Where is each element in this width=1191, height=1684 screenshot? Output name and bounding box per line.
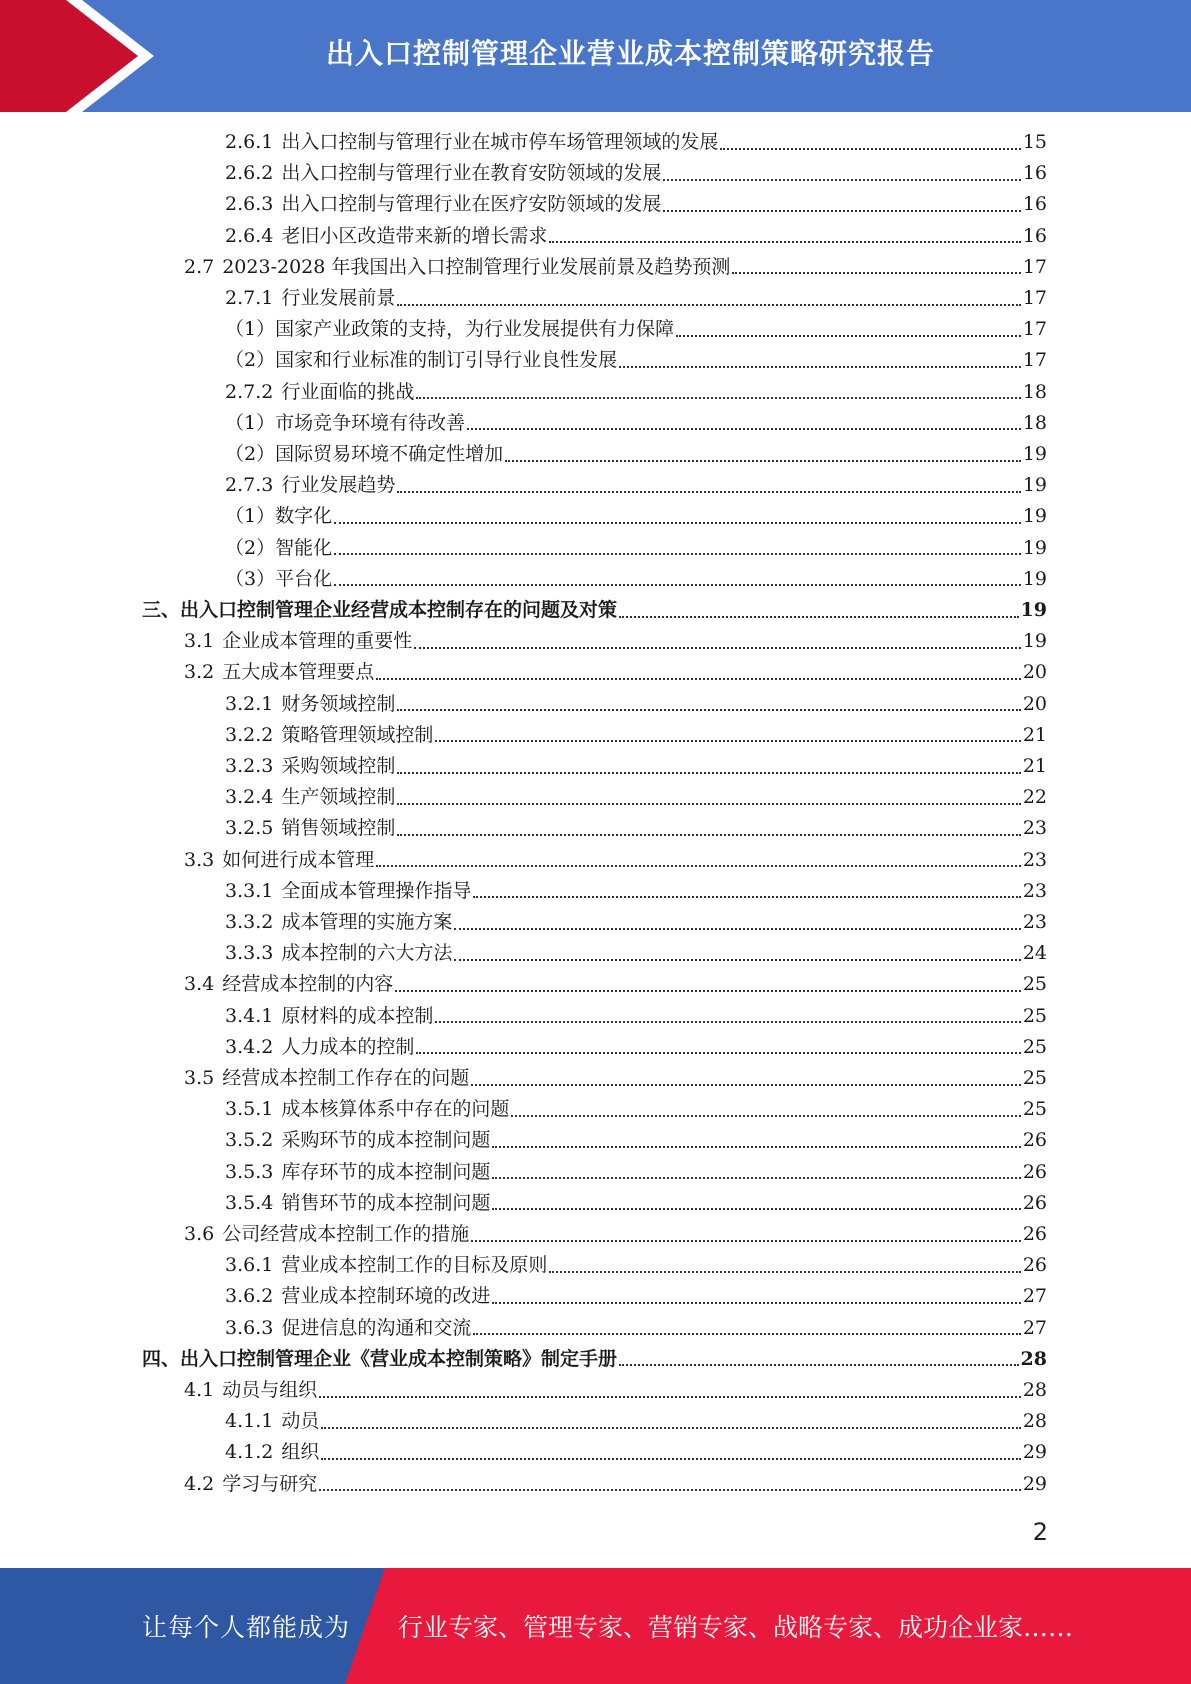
toc-dot-leader (492, 1302, 1020, 1304)
toc-entry[interactable] (225, 907, 1047, 938)
toc-entry-number: 3.3 (184, 848, 215, 871)
toc-dot-leader (454, 959, 1020, 961)
toc-entry-page: 25 (1022, 973, 1047, 996)
toc-entry[interactable] (225, 1250, 1047, 1281)
toc-entry[interactable] (184, 969, 1047, 1000)
toc-entry-number: 2.7.2 (225, 380, 274, 403)
toc-entry-page: 28 (1022, 1410, 1047, 1433)
toc-entry-page: 25 (1022, 1067, 1047, 1089)
toc-entry-title: 行业发展前景 (281, 287, 396, 309)
toc-entry[interactable] (184, 252, 1047, 283)
toc-entry-number: 3.2.5 (225, 817, 274, 840)
toc-entry-title: 原材料的成本控制 (281, 1004, 434, 1027)
toc-entry-page: 15 (1022, 131, 1047, 153)
toc-dot-leader (334, 584, 1021, 586)
toc-entry-number: 4.1 (184, 1379, 215, 1401)
toc-entry-page: 19 (1022, 567, 1047, 590)
toc-dot-leader (321, 1427, 1020, 1429)
toc-dot-leader (676, 335, 1021, 337)
toc-entry-page: 17 (1022, 349, 1047, 372)
toc-entry-number: （2） (225, 536, 276, 559)
toc-entry-number: 3.5.1 (225, 1098, 274, 1121)
toc-entry-page: 28 (1020, 1347, 1047, 1370)
toc-entry-title: 人力成本的控制 (281, 1035, 415, 1058)
toc-entry-page: 24 (1022, 942, 1047, 965)
toc-dot-leader (467, 428, 1021, 430)
toc-entry-number: 3.2.1 (225, 692, 274, 715)
toc-entry-title: 采购环节的成本控制问题 (281, 1129, 491, 1152)
toc-entry-number: 3.4.2 (225, 1035, 274, 1058)
toc-dot-leader (416, 397, 1020, 399)
page-header (0, 0, 1191, 112)
page-number: 2 (1032, 1518, 1048, 1546)
toc-dot-leader (376, 678, 1021, 680)
toc-entry-title: 国际贸易环境不确定性增加 (275, 443, 504, 465)
toc-entry-number: 3.6.1 (225, 1254, 274, 1277)
toc-entry[interactable] (225, 439, 1047, 470)
toc-dot-leader (549, 241, 1020, 243)
toc-entry-title: 全面成本管理操作指导 (281, 879, 472, 902)
toc-entry-number: （2） (225, 349, 276, 372)
toc-dot-leader (397, 803, 1020, 805)
toc-entry-number: 4.1.1 (225, 1410, 274, 1433)
toc-dot-leader (319, 1489, 1021, 1491)
toc-entry-page: 23 (1022, 848, 1047, 871)
toc-entry[interactable] (225, 1281, 1047, 1312)
toc-dot-leader (549, 1271, 1020, 1273)
toc-entry-title: 经营成本控制的内容 (222, 973, 394, 996)
toc-entry-number: 2.6.1 (225, 131, 274, 153)
toc-dot-leader (473, 896, 1020, 898)
toc-entry-title: 出入口控制与管理行业在医疗安防领域的发展 (281, 193, 662, 216)
toc-entry[interactable] (225, 938, 1047, 969)
toc-dot-leader (663, 179, 1020, 181)
toc-dot-leader (397, 491, 1020, 493)
toc-entry[interactable] (225, 1001, 1047, 1032)
toc-dot-leader (397, 834, 1020, 836)
toc-entry-number: 3.2.3 (225, 755, 274, 777)
toc-entry[interactable] (225, 1125, 1047, 1156)
toc-entry[interactable] (184, 1063, 1047, 1094)
toc-entry-number: （1） (225, 505, 276, 528)
toc-entry-number: （1） (225, 318, 276, 341)
toc-dot-leader (435, 740, 1020, 742)
toc-entry-page: 17 (1022, 287, 1047, 309)
toc-entry-page: 29 (1022, 1441, 1047, 1464)
toc-entry-page: 18 (1022, 380, 1047, 403)
toc-entry[interactable] (184, 1469, 1047, 1500)
toc-entry-number: 2.6.4 (225, 224, 274, 247)
toc-entry-page: 18 (1022, 411, 1047, 434)
toc-entry-title: 营业成本控制环境的改进 (281, 1285, 491, 1308)
toc-entry-number: 3.4 (184, 973, 215, 996)
toc-entry-page: 16 (1022, 193, 1047, 216)
toc-entry[interactable] (225, 158, 1047, 189)
toc-dot-leader (454, 928, 1020, 930)
toc-entry[interactable] (142, 595, 1047, 626)
toc-entry-title: 出入口控制与管理行业在城市停车场管理领域的发展 (281, 131, 719, 153)
toc-entry-title: 国家产业政策的支持，为行业发展提供有力保障 (275, 318, 675, 341)
toc-entry[interactable] (225, 377, 1047, 408)
toc-dot-leader (319, 1396, 1021, 1398)
toc-entry-page: 26 (1022, 1160, 1047, 1183)
toc-dot-leader (619, 1364, 1019, 1366)
toc-entry-title: 销售领域控制 (281, 817, 396, 840)
toc-entry-page: 21 (1022, 723, 1047, 746)
toc-entry-number: 3.5.4 (225, 1191, 274, 1214)
toc-entry-page: 25 (1022, 1098, 1047, 1121)
toc-entry-title: 促进信息的沟通和交流 (281, 1316, 472, 1339)
toc-entry-number: 2.6.2 (225, 162, 274, 185)
toc-entry-title: 学习与研究 (222, 1472, 318, 1495)
toc-entry-page: 23 (1022, 911, 1047, 933)
toc-entry[interactable] (225, 813, 1047, 844)
toc-entry[interactable] (225, 1406, 1047, 1437)
toc-dot-leader (619, 366, 1021, 368)
toc-entry[interactable] (225, 1437, 1047, 1468)
toc-entry-title: 财务领域控制 (281, 692, 396, 715)
toc-entry-number: 4.2 (184, 1472, 215, 1495)
toc-entry-title: 行业发展趋势 (281, 474, 396, 497)
toc-entry-number: 3.6.2 (225, 1285, 274, 1308)
toc-entry-title: 出入口控制与管理行业在教育安防领域的发展 (281, 162, 662, 185)
toc-entry[interactable] (225, 283, 1047, 314)
toc-entry-title: 出入口控制管理企业经营成本控制存在的问题及对策 (180, 599, 618, 621)
toc-entry[interactable] (225, 1313, 1047, 1344)
toc-dot-leader (492, 1208, 1020, 1210)
document-title: 出入口控制管理企业营业成本控制策略研究报告 (325, 37, 935, 70)
toc-entry-title: 国家和行业标准的制订引导行业良性发展 (275, 349, 618, 372)
toc-entry-page: 19 (1022, 505, 1047, 528)
toc-entry-title: 成本控制的六大方法 (281, 942, 453, 965)
toc-entry-number: 4.1.2 (225, 1441, 274, 1464)
toc-dot-leader (492, 1177, 1020, 1179)
toc-entry-number: （1） (225, 411, 276, 434)
toc-entry[interactable] (225, 127, 1047, 158)
toc-entry-page: 16 (1022, 224, 1047, 247)
toc-entry-number: 2.7.1 (225, 287, 274, 309)
toc-entry[interactable] (225, 189, 1047, 220)
toc-entry-page: 19 (1022, 474, 1047, 497)
toc-entry-page: 19 (1020, 599, 1047, 621)
toc-entry[interactable] (225, 720, 1047, 751)
toc-dot-leader (416, 1052, 1020, 1054)
footer-slogan-left: 让每个人都能成为 (142, 1613, 351, 1642)
toc-dot-leader (414, 647, 1021, 649)
toc-entry-title: 经营成本控制工作存在的问题 (222, 1067, 470, 1089)
toc-entry-title: 如何进行成本管理 (222, 848, 375, 871)
toc-entry-title: 采购领域控制 (281, 755, 396, 777)
toc-entry-number: 3.1 (184, 630, 215, 653)
toc-dot-leader (321, 1458, 1020, 1460)
toc-entry-number: 3.4.1 (225, 1004, 274, 1027)
toc-entry[interactable] (225, 689, 1047, 720)
toc-entry[interactable] (225, 533, 1047, 564)
toc-entry[interactable] (225, 470, 1047, 501)
toc-entry-title: 动员与组织 (222, 1379, 318, 1401)
toc-entry-number: 3.3.1 (225, 879, 274, 902)
toc-entry-title: 生产领域控制 (281, 786, 396, 809)
toc-entry-page: 21 (1022, 755, 1047, 777)
toc-entry-page: 16 (1022, 162, 1047, 185)
toc-entry-title: 平台化 (275, 567, 333, 590)
toc-entry-number: 3.6.3 (225, 1316, 274, 1339)
toc-entry-number: 3.5 (184, 1067, 215, 1089)
toc-entry[interactable] (225, 1157, 1047, 1188)
toc-dot-leader (471, 1240, 1021, 1242)
toc-entry-title: 库存环节的成本控制问题 (281, 1160, 491, 1183)
toc-entry[interactable] (184, 845, 1047, 876)
toc-entry-page: 27 (1022, 1316, 1047, 1339)
toc-entry-page: 17 (1022, 255, 1047, 278)
toc-dot-leader (334, 553, 1021, 555)
toc-entry-title: 出入口控制管理企业《营业成本控制策略》制定手册 (180, 1347, 618, 1370)
toc-entry[interactable] (184, 1219, 1047, 1250)
toc-entry[interactable] (225, 876, 1047, 907)
toc-entry-number: 2.6.3 (225, 193, 274, 216)
toc-entry-page: 23 (1022, 879, 1047, 902)
toc-entry-page: 26 (1022, 1129, 1047, 1152)
toc-entry[interactable] (225, 564, 1047, 595)
toc-entry-page: 26 (1022, 1254, 1047, 1277)
toc-entry-title: 行业面临的挑战 (281, 380, 415, 403)
toc-entry-number: 四、 (142, 1347, 181, 1370)
toc-entry-page: 19 (1022, 630, 1047, 653)
toc-entry[interactable] (142, 1344, 1047, 1375)
toc-entry[interactable] (225, 221, 1047, 252)
toc-entry-number: 三、 (142, 599, 181, 621)
toc-dot-leader (395, 990, 1021, 992)
toc-dot-leader (397, 772, 1020, 774)
toc-entry-page: 19 (1022, 443, 1047, 465)
toc-entry-title: 智能化 (275, 536, 333, 559)
toc-dot-leader (376, 865, 1021, 867)
toc-dot-leader (732, 272, 1020, 274)
page-footer (0, 1568, 1191, 1684)
toc-entry-page: 20 (1022, 661, 1047, 684)
toc-entry-number: 3.2.2 (225, 723, 274, 746)
toc-entry-page: 27 (1022, 1285, 1047, 1308)
toc-entry[interactable] (225, 1032, 1047, 1063)
toc-entry[interactable] (184, 626, 1047, 657)
toc-entry-title: 策略管理领域控制 (281, 723, 434, 746)
toc-entry-number: 3.2 (184, 661, 215, 684)
toc-entry-page: 22 (1022, 786, 1047, 809)
toc-entry[interactable] (225, 345, 1047, 376)
toc-entry-number: 3.5.2 (225, 1129, 274, 1152)
toc-dot-leader (492, 1146, 1020, 1148)
toc-entry-title: 动员 (281, 1410, 320, 1433)
footer-slogan-right: 行业专家、管理专家、营销专家、战略专家、成功企业家…… (398, 1613, 1074, 1642)
toc-dot-leader (511, 1115, 1020, 1117)
toc-entry-title: 公司经营成本控制工作的措施 (222, 1223, 470, 1245)
toc-dot-leader (471, 1084, 1021, 1086)
toc-dot-leader (663, 210, 1020, 212)
toc-entry-title: 销售环节的成本控制问题 (281, 1191, 491, 1214)
toc-dot-leader (397, 304, 1020, 306)
toc-entry-number: 3.3.3 (225, 942, 274, 965)
toc-entry-page: 19 (1022, 536, 1047, 559)
toc-dot-leader (473, 1333, 1020, 1335)
toc-dot-leader (334, 522, 1021, 524)
toc-entry[interactable] (225, 1094, 1047, 1125)
toc-entry-number: （3） (225, 567, 276, 590)
toc-entry-title: 企业成本管理的重要性 (222, 630, 413, 653)
toc-entry-title: 成本管理的实施方案 (281, 911, 453, 933)
toc-entry-title: 老旧小区改造带来新的增长需求 (281, 224, 548, 247)
toc-entry-title: 营业成本控制工作的目标及原则 (281, 1254, 548, 1277)
toc-entry-page: 23 (1022, 817, 1047, 840)
toc-entry-number: 3.5.3 (225, 1160, 274, 1183)
toc-entry-page: 28 (1022, 1379, 1047, 1401)
toc-entry-page: 26 (1022, 1223, 1047, 1245)
toc-entry-number: 3.3.2 (225, 911, 274, 933)
toc-entry-title: 成本核算体系中存在的问题 (281, 1098, 510, 1121)
toc-entry[interactable] (225, 751, 1047, 782)
toc-entry-title: 2023-2028 年我国出入口控制管理行业发展前景及趋势预测 (222, 255, 731, 278)
toc-entry-number: 2.7.3 (225, 474, 274, 497)
toc-entry-page: 20 (1022, 692, 1047, 715)
toc-entry-page: 25 (1022, 1004, 1047, 1027)
toc-entry[interactable] (225, 501, 1047, 532)
toc-entry-number: 3.6 (184, 1223, 215, 1245)
toc-entry[interactable] (225, 782, 1047, 813)
toc-entry[interactable] (225, 1188, 1047, 1219)
toc-dot-leader (720, 148, 1020, 150)
header-arrow-icon (0, 0, 160, 112)
toc-entry[interactable] (225, 408, 1047, 439)
toc-entry-title: 组织 (281, 1441, 320, 1464)
toc-entry-number: （2） (225, 443, 276, 465)
toc-entry-title: 五大成本管理要点 (222, 661, 375, 684)
toc-entry-page: 25 (1022, 1035, 1047, 1058)
toc-dot-leader (619, 616, 1019, 618)
toc-entry-title: 数字化 (275, 505, 333, 528)
toc-entry[interactable] (184, 657, 1047, 688)
toc-entry[interactable] (184, 1375, 1047, 1406)
toc-dot-leader (505, 460, 1021, 462)
toc-entry-page: 26 (1022, 1191, 1047, 1214)
toc-entry-page: 17 (1022, 318, 1047, 341)
toc-dot-leader (435, 1021, 1020, 1023)
toc-entry-title: 市场竞争环境有待改善 (275, 411, 466, 434)
toc-entry-page: 29 (1022, 1472, 1047, 1495)
toc-entry-number: 3.2.4 (225, 786, 274, 809)
toc-dot-leader (397, 709, 1020, 711)
toc-entry-number: 2.7 (184, 255, 215, 278)
toc-entry[interactable] (225, 314, 1047, 345)
